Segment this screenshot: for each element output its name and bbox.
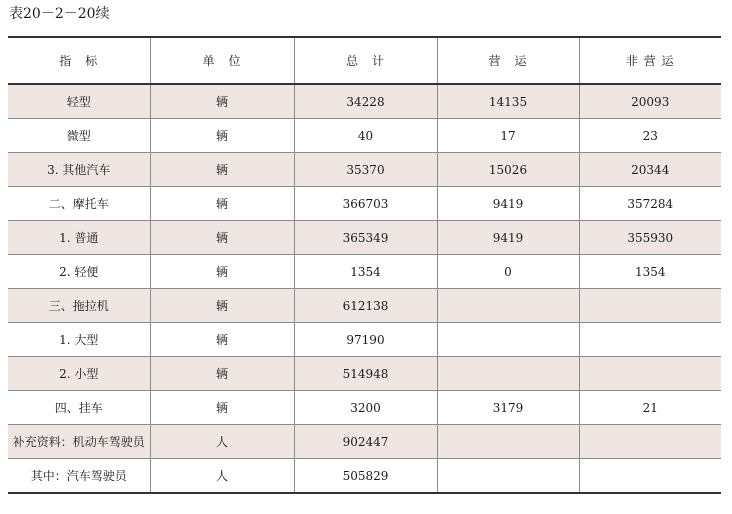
header-row <box>8 37 721 84</box>
row-unit: 辆 <box>150 119 294 153</box>
row-total: 1354 <box>294 255 437 289</box>
row-indicator: 三、拖拉机 <box>8 289 150 323</box>
table-row <box>8 459 721 494</box>
row-unit: 人 <box>150 459 294 494</box>
row-indicator: 1. 普通 <box>8 221 150 255</box>
row-total: 34228 <box>294 84 437 119</box>
row-operating: 14135 <box>437 84 579 119</box>
row-total: 902447 <box>294 425 437 459</box>
header-unit: 单 位 <box>150 37 294 84</box>
table-caption: 表20－2－20续 <box>9 6 110 22</box>
table-row <box>8 289 721 323</box>
table-row <box>8 255 721 289</box>
row-operating: 0 <box>437 255 579 289</box>
row-unit: 辆 <box>150 221 294 255</box>
row-operating: 17 <box>437 119 579 153</box>
header-indicator: 指 标 <box>8 37 150 84</box>
row-operating: 15026 <box>437 153 579 187</box>
row-operating <box>437 357 579 391</box>
row-indicator: 轻型 <box>8 84 150 119</box>
row-non-operating: 23 <box>579 119 721 153</box>
row-non-operating <box>579 289 721 323</box>
row-indicator: 二、摩托车 <box>8 187 150 221</box>
row-non-operating: 20093 <box>579 84 721 119</box>
header-total: 总 计 <box>294 37 437 84</box>
table-row <box>8 357 721 391</box>
row-non-operating <box>579 323 721 357</box>
row-unit: 辆 <box>150 153 294 187</box>
row-total: 514948 <box>294 357 437 391</box>
row-operating: 3179 <box>437 391 579 425</box>
row-indicator: 2. 小型 <box>8 357 150 391</box>
row-non-operating: 1354 <box>579 255 721 289</box>
header-non-operating: 非 营 运 <box>579 37 721 84</box>
row-total: 612138 <box>294 289 437 323</box>
row-non-operating <box>579 459 721 494</box>
row-unit: 辆 <box>150 255 294 289</box>
table-row <box>8 84 721 119</box>
row-operating <box>437 459 579 494</box>
row-total: 366703 <box>294 187 437 221</box>
row-total: 505829 <box>294 459 437 494</box>
row-total: 97190 <box>294 323 437 357</box>
row-non-operating <box>579 357 721 391</box>
row-non-operating: 355930 <box>579 221 721 255</box>
row-indicator: 3. 其他汽车 <box>8 153 150 187</box>
row-total: 365349 <box>294 221 437 255</box>
row-operating: 9419 <box>437 187 579 221</box>
row-operating <box>437 323 579 357</box>
table-row <box>8 425 721 459</box>
table-row <box>8 119 721 153</box>
statistics-table <box>8 36 721 494</box>
row-indicator: 2. 轻便 <box>8 255 150 289</box>
table-row <box>8 187 721 221</box>
table-row <box>8 153 721 187</box>
row-non-operating: 20344 <box>579 153 721 187</box>
row-unit: 辆 <box>150 357 294 391</box>
table-body <box>8 84 721 493</box>
row-non-operating: 21 <box>579 391 721 425</box>
table-row <box>8 391 721 425</box>
table-row <box>8 221 721 255</box>
row-non-operating: 357284 <box>579 187 721 221</box>
row-unit: 辆 <box>150 323 294 357</box>
row-indicator: 补充资料：机动车驾驶员 <box>8 425 150 459</box>
row-non-operating <box>579 425 721 459</box>
row-indicator: 1. 大型 <box>8 323 150 357</box>
row-unit: 辆 <box>150 391 294 425</box>
row-operating <box>437 289 579 323</box>
header-operating: 营 运 <box>437 37 579 84</box>
row-operating: 9419 <box>437 221 579 255</box>
row-unit: 人 <box>150 425 294 459</box>
table-row <box>8 323 721 357</box>
row-total: 40 <box>294 119 437 153</box>
row-unit: 辆 <box>150 187 294 221</box>
row-indicator: 微型 <box>8 119 150 153</box>
row-unit: 辆 <box>150 289 294 323</box>
row-total: 3200 <box>294 391 437 425</box>
row-indicator: 其中：汽车驾驶员 <box>8 459 150 494</box>
row-operating <box>437 425 579 459</box>
row-total: 35370 <box>294 153 437 187</box>
row-indicator: 四、挂车 <box>8 391 150 425</box>
row-unit: 辆 <box>150 84 294 119</box>
